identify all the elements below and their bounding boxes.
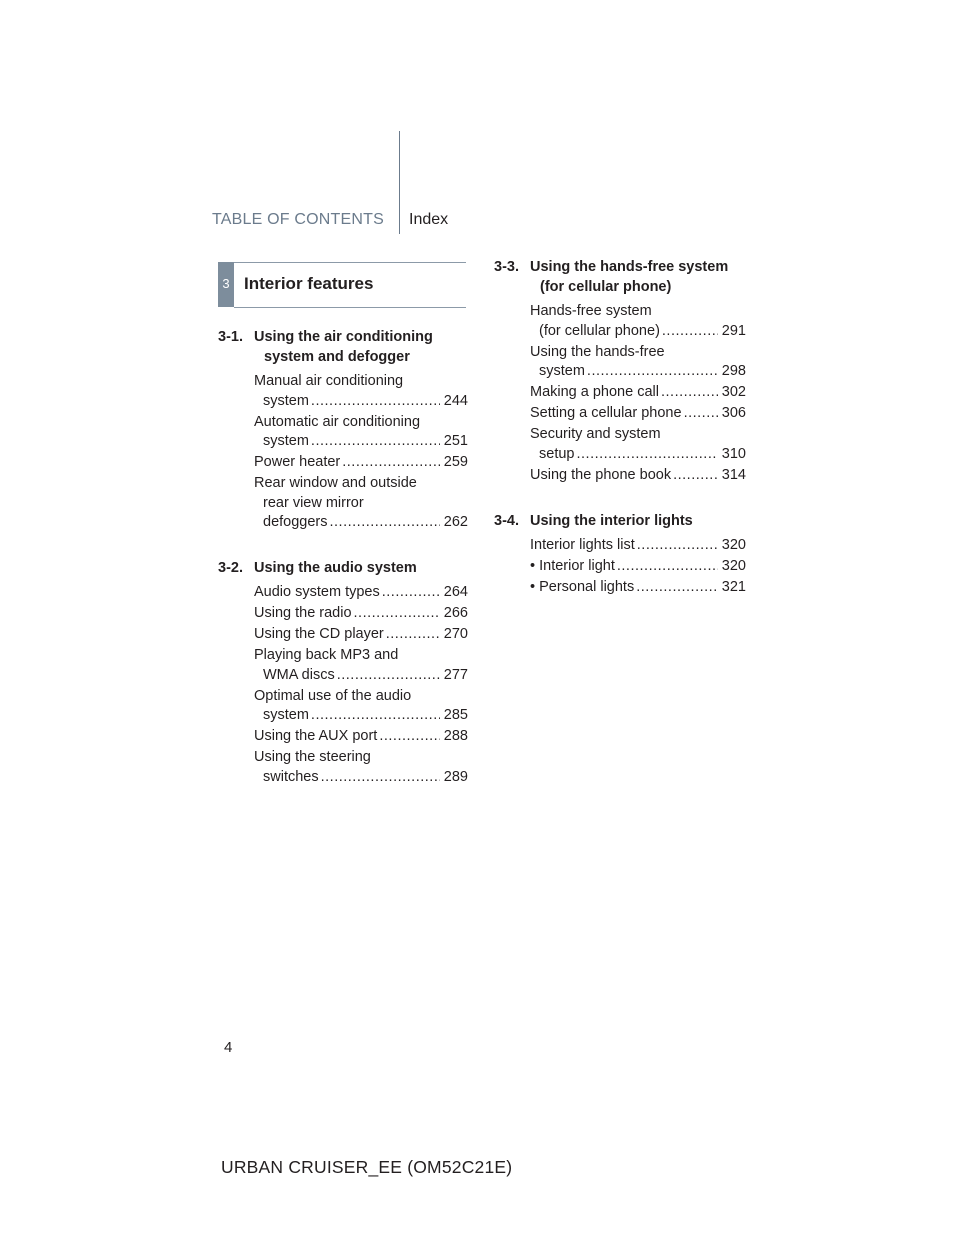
entry-last-line xyxy=(530,322,746,342)
entry-text: Interior lights list xyxy=(530,536,635,553)
entry-text: system xyxy=(539,363,585,379)
toc-entry[interactable] xyxy=(254,372,468,411)
entry-last-line xyxy=(530,536,746,556)
section-header xyxy=(218,262,466,308)
dot-leader xyxy=(342,453,440,473)
entry-page-number[interactable]: 288 xyxy=(443,728,468,744)
entry-last-line xyxy=(254,604,468,624)
subsection xyxy=(494,257,746,485)
toc-entry[interactable] xyxy=(530,557,746,577)
dot-leader xyxy=(587,362,718,382)
subsection-number: 3-3. xyxy=(494,259,519,275)
entry-text: (for cellular phone) xyxy=(539,322,660,339)
entry-page-number[interactable]: 244 xyxy=(443,392,468,409)
header-rule-bottom xyxy=(234,307,466,308)
subsection-title xyxy=(254,558,417,578)
entry-list xyxy=(254,372,468,533)
table-of-contents-link[interactable]: TABLE OF CONTENTS xyxy=(211,211,384,228)
entry-page-number[interactable]: 302 xyxy=(721,384,746,400)
subsection-number: 3-4. xyxy=(494,512,519,529)
entry-page-number[interactable]: 277 xyxy=(443,666,468,683)
entry-text: Using the radio xyxy=(254,605,352,621)
toc-entry[interactable] xyxy=(530,536,746,556)
spacer xyxy=(494,495,746,509)
subsection xyxy=(494,511,746,598)
toc-entry[interactable] xyxy=(254,687,468,726)
dot-leader xyxy=(637,536,718,556)
entry-page-number[interactable]: 291 xyxy=(721,322,746,339)
dot-leader xyxy=(576,445,718,465)
entry-text: Playing back MP3 and xyxy=(254,647,399,663)
dot-leader xyxy=(661,383,718,403)
entry-text: Making a phone call xyxy=(530,384,659,400)
entry-last-line xyxy=(254,666,468,686)
page-number: 4 xyxy=(224,1039,233,1056)
entry-last-line xyxy=(530,383,746,403)
entry-last-line xyxy=(254,583,468,603)
entry-text: Using the AUX port xyxy=(254,728,378,744)
entry-text: setup xyxy=(539,445,575,462)
subsection-number: 3-1. xyxy=(218,329,243,345)
toc-entry[interactable] xyxy=(254,727,468,747)
dot-leader xyxy=(617,557,718,577)
entry-list xyxy=(254,583,468,787)
entry-last-line xyxy=(254,453,468,473)
entry-last-line xyxy=(530,557,746,577)
subsection xyxy=(218,558,468,787)
entry-text: system xyxy=(263,433,309,449)
entry-text: WMA discs xyxy=(263,666,335,683)
toc-entry[interactable] xyxy=(530,425,746,464)
entry-page-number[interactable]: 259 xyxy=(443,454,468,470)
nav-divider xyxy=(399,131,400,234)
entry-page-number[interactable]: 266 xyxy=(443,605,468,621)
entry-text: system xyxy=(263,392,309,409)
entry-page-number[interactable]: 321 xyxy=(721,578,746,595)
footer-model-code: URBAN CRUISER_EE (OM52C21E) xyxy=(221,1157,513,1177)
subsection-title xyxy=(530,257,728,297)
dot-leader xyxy=(311,706,440,726)
toc-entry[interactable] xyxy=(254,646,468,685)
entry-text: Using the hands-free xyxy=(530,343,665,360)
entry-text: Automatic air conditioning xyxy=(254,413,421,430)
entry-text: system xyxy=(263,707,309,723)
dot-leader xyxy=(337,666,440,686)
entry-page-number[interactable]: 298 xyxy=(721,363,746,379)
toc-entry[interactable] xyxy=(254,748,468,787)
dot-leader xyxy=(662,322,718,342)
subsection-title xyxy=(530,511,693,531)
toc-entry[interactable] xyxy=(254,474,468,533)
entry-last-line xyxy=(254,513,468,533)
subsection-title-line: system and defogger xyxy=(264,349,410,365)
subsection-title-line: Using the air conditioning xyxy=(254,329,433,345)
entry-text: Audio system types xyxy=(254,584,380,600)
subsection-title-line: Using the hands-free system xyxy=(530,259,729,275)
left-column xyxy=(218,327,468,797)
entry-last-line xyxy=(254,392,468,412)
entry-text: Using the phone book xyxy=(530,466,672,483)
entry-text: Using the CD player xyxy=(254,626,384,642)
entry-last-line xyxy=(254,768,468,788)
entry-text: switches xyxy=(263,768,319,785)
entry-text: Manual air conditioning xyxy=(254,373,404,389)
entry-last-line xyxy=(530,404,746,424)
toc-entry[interactable] xyxy=(254,413,468,452)
subsection-heading xyxy=(494,257,746,297)
entry-page-number[interactable]: 306 xyxy=(721,405,746,421)
toc-entry[interactable] xyxy=(254,625,468,645)
entry-last-line xyxy=(530,362,746,382)
dot-leader xyxy=(673,466,718,486)
entry-text: rear view mirror xyxy=(263,494,364,511)
dot-leader xyxy=(330,513,441,533)
entry-text: Security and system xyxy=(530,426,661,442)
entry-text: Power heater xyxy=(254,454,341,470)
entry-last-line xyxy=(530,466,746,486)
subsection-heading xyxy=(494,511,746,531)
entry-page-number[interactable]: 251 xyxy=(443,433,468,449)
dot-leader xyxy=(636,578,718,598)
subsection-heading xyxy=(218,558,468,578)
entry-page-number[interactable]: 285 xyxy=(443,707,468,723)
spacer xyxy=(218,543,468,557)
entry-last-line xyxy=(530,578,746,598)
entry-page-number[interactable]: 314 xyxy=(721,466,746,483)
entry-text: Optimal use of the audio xyxy=(254,687,412,704)
dot-leader xyxy=(354,604,440,624)
subsection-number: 3-2. xyxy=(218,560,243,576)
toc-entry[interactable] xyxy=(254,583,468,603)
dot-leader xyxy=(684,404,718,424)
dot-leader xyxy=(311,392,440,412)
entry-text: Rear window and outside xyxy=(254,475,417,491)
dot-leader xyxy=(311,432,440,452)
entry-list xyxy=(530,536,746,598)
toc-entry[interactable] xyxy=(530,578,746,598)
subsection-title xyxy=(254,327,433,367)
right-column xyxy=(494,257,746,607)
subsection-title-line: Using the interior lights xyxy=(530,512,693,529)
subsection-title-line: (for cellular phone) xyxy=(540,279,672,295)
header-rule-top xyxy=(234,262,466,263)
entry-last-line xyxy=(254,432,468,452)
toc-entry[interactable] xyxy=(530,343,746,382)
dot-leader xyxy=(386,625,440,645)
entry-page-number[interactable]: 262 xyxy=(443,514,468,530)
section-title: Interior features xyxy=(244,274,374,293)
subsection-title-line: Using the audio system xyxy=(254,560,417,576)
dot-leader xyxy=(382,583,440,603)
entry-page-number[interactable]: 320 xyxy=(721,536,746,553)
dot-leader xyxy=(379,727,440,747)
toc-entry[interactable] xyxy=(254,604,468,624)
dot-leader xyxy=(321,768,440,788)
toc-entry[interactable] xyxy=(530,466,746,486)
entry-page-number[interactable]: 320 xyxy=(721,557,746,574)
entry-text: defoggers xyxy=(263,514,328,530)
entry-text: Using the steering xyxy=(254,749,371,765)
entry-page-number[interactable]: 310 xyxy=(721,445,746,462)
toc-entry[interactable] xyxy=(254,453,468,473)
entry-page-number[interactable]: 289 xyxy=(443,768,468,785)
entry-text: Setting a cellular phone xyxy=(530,405,682,421)
entry-last-line xyxy=(254,727,468,747)
entry-text: • Personal lights xyxy=(530,578,635,595)
entry-text: • Interior light xyxy=(530,557,615,574)
entry-text: Hands-free system xyxy=(530,303,652,319)
entry-page-number[interactable]: 264 xyxy=(443,584,468,600)
section-number: 3 xyxy=(222,276,230,291)
toc-entry[interactable] xyxy=(530,404,746,424)
subsection-heading xyxy=(218,327,468,367)
entry-last-line xyxy=(254,625,468,645)
entry-page-number[interactable]: 270 xyxy=(443,626,468,642)
entry-list xyxy=(530,302,746,485)
toc-entry[interactable] xyxy=(530,383,746,403)
top-navigation xyxy=(0,0,960,240)
entry-last-line xyxy=(530,445,746,465)
entry-last-line xyxy=(254,706,468,726)
subsection xyxy=(218,327,468,533)
index-link[interactable]: Index xyxy=(409,211,449,228)
toc-entry[interactable] xyxy=(530,302,746,341)
